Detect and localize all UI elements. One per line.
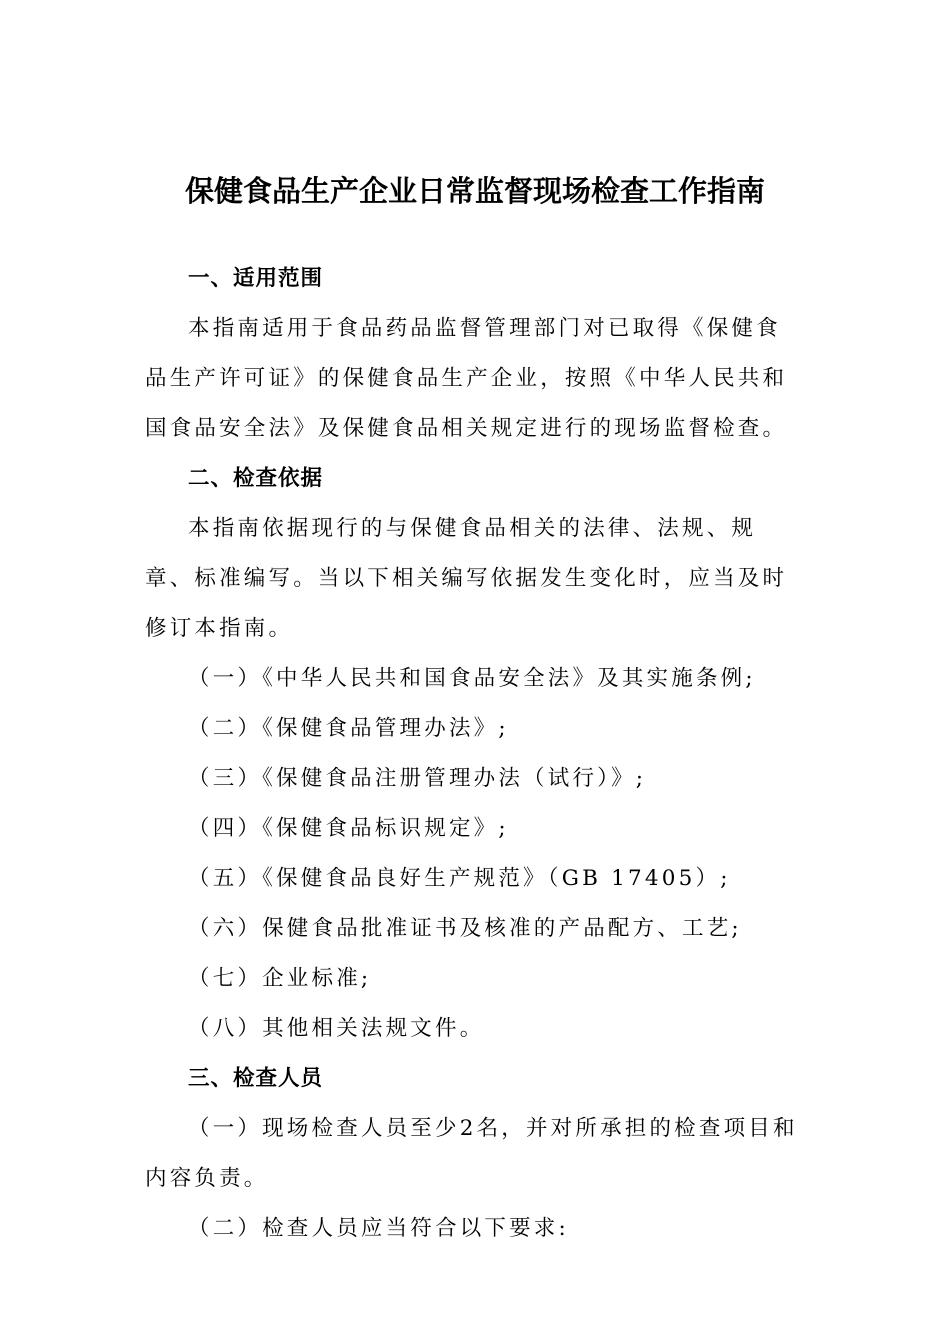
section-heading-scope: 一、适用范围 <box>188 266 324 291</box>
scope-paragraph: 本指南适用于食品药品监督管理部门对已取得《保健食品生产许可证》的保健食品生产企业，按照《中华人民共和国食品安全法》及保健食品相关规定进行的现场监督检查。 <box>145 316 788 441</box>
basis-item-5: （五）《保健食品良好生产规范》（GB 17405）; <box>188 866 731 891</box>
basis-item-8: （八）其他相关法规文件。 <box>188 1016 485 1041</box>
inspectors-item-1: （一）现场检查人员至少2名，并对所承担的检查项目和内容负责。 <box>145 1116 798 1191</box>
basis-item-6: （六）保健食品批准证书及核准的产品配方、工艺; <box>188 916 742 941</box>
basis-item-2: （二）《保健食品管理办法》; <box>188 716 509 741</box>
basis-item-3: （三）《保健食品注册管理办法（试行）》; <box>188 766 647 791</box>
section-heading-inspectors: 三、检查人员 <box>188 1066 324 1091</box>
basis-item-7: （七）企业标准; <box>188 966 372 991</box>
basis-paragraph: 本指南依据现行的与保健食品相关的法律、法规、规章、标准编写。当以下相关编写依据发生变化时，应当及时修订本指南。 <box>145 516 788 641</box>
basis-item-4: （四）《保健食品标识规定》; <box>188 816 509 841</box>
section-heading-basis: 二、检查依据 <box>188 466 324 491</box>
document-title: 保健食品生产企业日常监督现场检查工作指南 <box>184 174 765 209</box>
document-body <box>145 254 805 1254</box>
inspectors-item-2: （二）检查人员应当符合以下要求: <box>188 1216 569 1241</box>
basis-item-1: （一）《中华人民共和国食品安全法》及其实施条例; <box>188 666 756 691</box>
